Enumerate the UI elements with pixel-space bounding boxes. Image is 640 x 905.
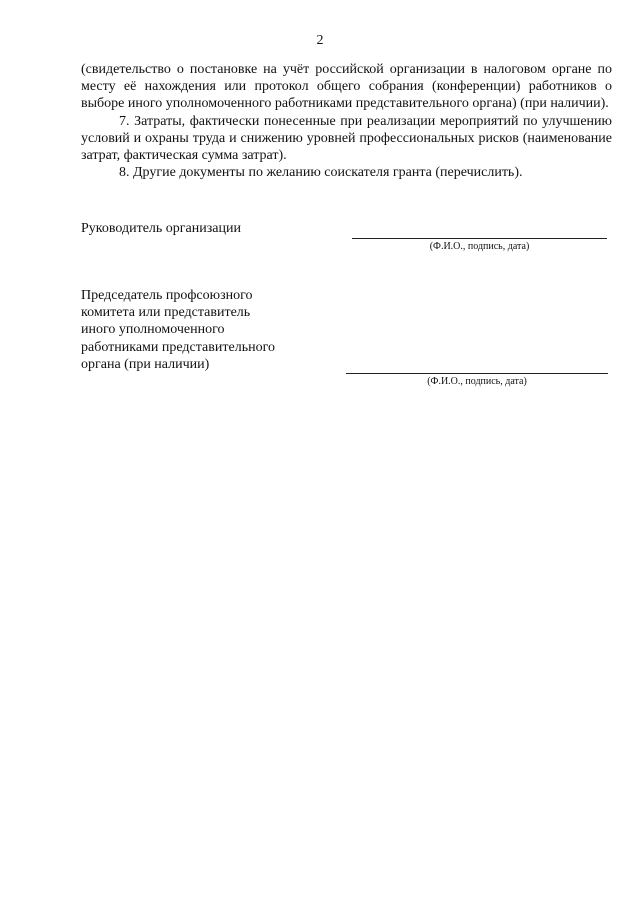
union-chair-label-line: иного уполномоченного [81,322,225,338]
union-signature-caption: (Ф.И.О., подпись, дата) [427,376,527,387]
union-chair-label-line: органа (при наличии) [81,356,210,372]
union-chair-label-line: работниками представительного [81,339,275,355]
head-signature-line [352,238,607,239]
paragraph-item-7: 7. Затраты, фактически понесенные при реализации мероприятий по улучшению условий и охраны труда и снижению уровней профессиональных рисков (наименование затрат, фактическая сумма затрат). [81,113,612,164]
union-chair-label [81,287,311,373]
page-number: 2 [316,33,324,48]
head-signature-caption: (Ф.И.О., подпись, дата) [429,241,530,252]
union-chair-label-line: комитета или представитель [81,305,251,321]
head-of-organization-label: Руководитель организации [81,221,241,236]
document-body [81,61,612,181]
paragraph-item-8: 8. Другие документы по желанию соискателя гранта (перечислить). [119,165,523,181]
union-chair-label-line: Председатель профсоюзного [81,288,253,303]
union-signature-line [346,373,608,374]
paragraph-continuation: (свидетельство о постановке на учёт российской организации в налоговом органе по месту её нахождения или протокол общего собрания (конференции) работников о выборе иного уполномоченного работниками представительного органа) (при наличии). [81,62,612,112]
